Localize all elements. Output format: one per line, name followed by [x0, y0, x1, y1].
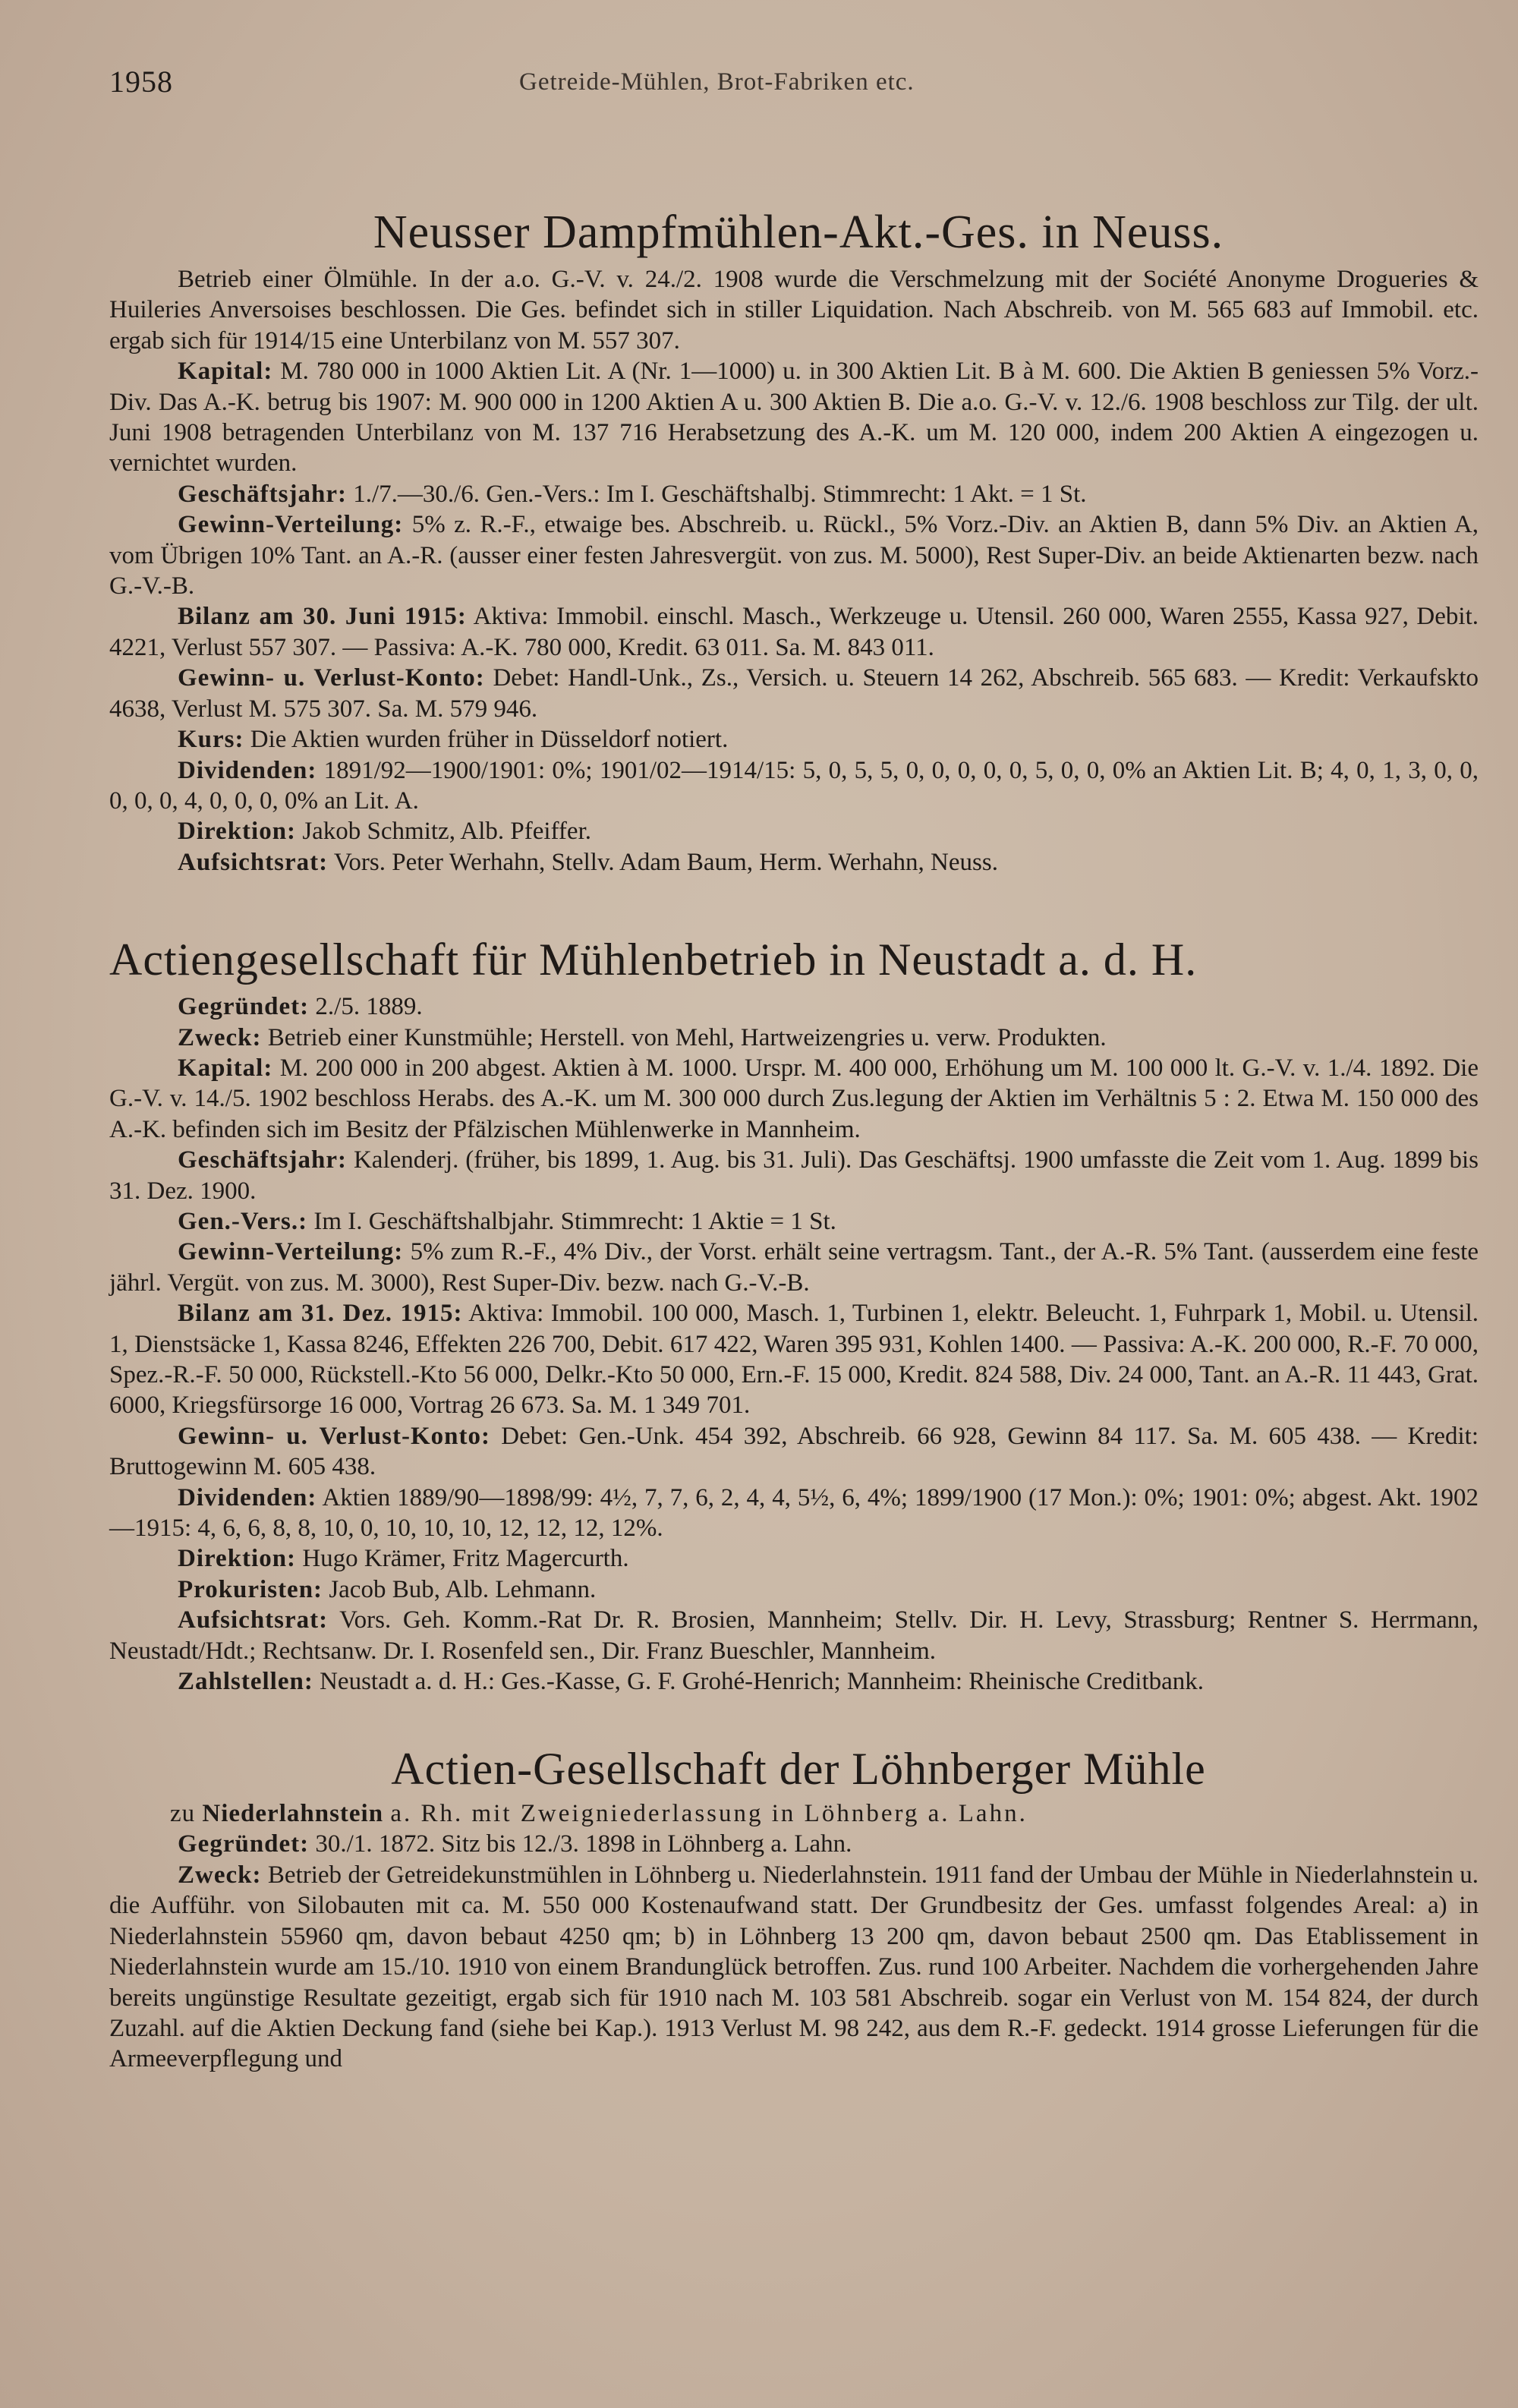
paragraph-text: Im I. Geschäftshalbjahr. Stimmrecht: 1 Aktie = 1 St.	[313, 1207, 836, 1235]
paragraph-text: Betrieb einer Ölmühle. In der a.o. G.-V. v. 24./2. 1908 wurde die Verschmelzung mit der Société Anonyme Drogueries & Huileries Anversoises beschlossen. Die Ges. befindet sich in stiller Liquidation. Nach Abschreib. von M. 565 683 auf Immobil. etc. ergab sich für 1914/15 eine Unterbilanz von M. 557 307.	[109, 266, 1479, 355]
paragraph-label: Prokuristen:	[178, 1575, 323, 1603]
paragraph-text: 1./7.—30./6. Gen.-Vers.: Im I. Geschäftshalbj. Stimmrecht: 1 Akt. = 1 St.	[353, 480, 1087, 508]
company-title: Neusser Dampfmühlen-Akt.-Ges. in Neuss.	[373, 206, 1224, 258]
paragraph-text: 2./5. 1889.	[315, 993, 423, 1021]
paragraph-text: Die Aktien wurden früher in Düsseldorf notiert.	[250, 726, 729, 754]
paragraph	[109, 1237, 1479, 1298]
paragraph	[109, 1829, 1479, 1859]
company-section-neustadt	[109, 931, 1488, 1697]
paragraph-text: 1891/92—1900/1901: 0%; 1901/02—1914/15: 5, 0, 5, 5, 0, 0, 0, 0, 0, 5, 0, 0, 0% an Aktien Lit. B; 4, 0, 1, 3, 0, 0, 0, 0, 0, 4, 0, 0, 0, 0% an Lit. A.	[109, 756, 1479, 815]
paragraph	[109, 991, 1479, 1022]
paragraph-label: Gen.-Vers.:	[178, 1207, 308, 1235]
paragraph-label: Gegründet:	[178, 993, 310, 1021]
paragraph-text: Aktien 1889/90—1898/99: 4½, 7, 7, 6, 2, 4, 4, 5½, 6, 4%; 1899/1900 (17 Mon.): 0%; 1901: 0%; abgest. Akt. 1902—1915: 4, 6, 6, 8, 8, 10, 0, 10, 10, 10, 12, 12, 12, 12%.	[109, 1483, 1479, 1543]
paragraph	[109, 264, 1479, 356]
paragraph-text: Neustadt a. d. H.: Ges.-Kasse, G. F. Grohé-Henrich; Mannheim: Rheinische Creditbank.	[320, 1668, 1205, 1696]
paragraph	[109, 663, 1479, 724]
paragraph-label: Bilanz am 31. Dez. 1915:	[178, 1300, 463, 1328]
paragraph-label: Aufsichtsrat:	[178, 1606, 329, 1634]
paragraph-text: Kalenderj. (früher, bis 1899, 1. Aug. bis 31. Juli). Das Geschäftsj. 1900 umfasste die Zeit vom 1. Aug. 1899 bis 31. Dez. 1900.	[109, 1146, 1479, 1205]
paragraph-label: Direktion:	[178, 1545, 297, 1573]
paragraph	[109, 509, 1479, 601]
paragraph-text: 30./1. 1872. Sitz bis 12./3. 1898 in Löhnberg a. Lahn.	[315, 1830, 852, 1858]
paragraph	[109, 601, 1479, 663]
paragraph-label: Aufsichtsrat:	[178, 848, 329, 876]
paragraph-text: M. 200 000 in 200 abgest. Aktien à M. 1000. Urspr. M. 400 000, Erhöhung um M. 100 000 lt. G.-V. v. 1./4. 1892. Die G.-V. v. 14./5. 1902 beschloss Herabs. des A.-K. um M. 300 000 durch Zus.legung der Aktien im Verhältnis 5 : 2. Etwa M. 150 000 des A.-K. befinden sich im Besitz der Pfälzischen Mühlenwerke in Mannheim.	[109, 1054, 1479, 1143]
paragraph-label: Kapital:	[178, 358, 273, 386]
paragraph-text: Debet: Gen.-Unk. 454 392, Abschreib. 66 928, Gewinn 84 117. Sa. M. 605 438. — Kredit: Bruttogewinn M. 605 438.	[109, 1422, 1479, 1481]
paragraph-label: Dividenden:	[178, 756, 317, 784]
paragraph-label: Geschäftsjahr:	[178, 1146, 347, 1174]
paragraph-text: Aktiva: Immobil. einschl. Masch., Werkzeuge u. Utensil. 260 000, Waren 2555, Kassa 927, Debit. 4221, Verlust 557 307. — Passiva: A.-K. 780 000, Kredit. 63 011. Sa. M. 843 011.	[109, 603, 1479, 661]
paragraph-label: Geschäftsjahr:	[178, 480, 347, 508]
paragraph-text: Jacob Bub, Alb. Lehmann.	[329, 1575, 597, 1603]
paragraph	[109, 847, 1479, 878]
paragraph	[109, 755, 1479, 817]
paragraph-text: Debet: Handl-Unk., Zs., Versich. u. Steuern 14 262, Abschreib. 565 683. — Kredit: Verkaufskto 4638, Verlust M. 575 307. Sa. M. 579 946.	[109, 664, 1479, 723]
paragraph-label: Kapital:	[178, 1054, 273, 1082]
paragraph-text: Jakob Schmitz, Alb. Pfeiffer.	[302, 818, 591, 846]
paragraph	[109, 1543, 1479, 1574]
paragraph	[109, 1206, 1479, 1237]
company-title: Actien-Gesellschaft der Löhnberger Mühle	[391, 1744, 1206, 1795]
company-title: Actiengesellschaft für Mühlenbetrieb in Neustadt a. d. H.	[109, 935, 1198, 985]
paragraph-text: Betrieb der Getreidekunstmühlen in Löhnberg u. Niederlahnstein. 1911 fand der Umbau der Mühle in Niederlahnstein u. die Aufführ. von Silobauten mit ca. M. 550 000 Kostenaufwand statt. Der Grundbesitz der Ges. umfasst folgendes Areal: a) in Niederlahnstein 55960 qm, davon bebaut 4250 qm; b) in Löhnberg 13 200 qm, davon bebaut 2500 qm. Das Etablissement in Niederlahnstein wurde am 15./10. 1910 von einem Brandunglück betroffen. Zus. rund 100 Arbeiter. Nachdem die vorhergehenden Jahre bereits ungünstige Resultate gezeitigt, ergab sich für 1910 nach M. 103 581 Abschreib. sogar ein Verlust von M. 154 824, der durch Zuzahl. auf die Aktien Deckung fand (siehe bei Kap.). 1913 Verlust M. 98 242, aus dem R.-F. gedeckt. 1914 grosse Lieferungen für die Armeeverpflegung und	[109, 1861, 1479, 2073]
paragraph	[109, 356, 1479, 479]
paragraph	[109, 1145, 1479, 1206]
paragraph-label: Gewinn-Verteilung:	[178, 511, 404, 539]
paragraph	[109, 1860, 1479, 2075]
company-section-neuss	[109, 202, 1488, 878]
paragraph	[109, 1574, 1479, 1605]
paragraph-label: Bilanz am 30. Juni 1915:	[178, 603, 467, 631]
paragraph-text: 5% zum R.-F., 4% Div., der Vorst. erhält seine vertragsm. Tant., der A.-R. 5% Tant. (ausserdem eine feste jährl. Vergüt. von zus. M. 3000), Rest Super-Div. bezw. nach G.-V.-B.	[109, 1238, 1479, 1297]
paragraph-label: Zahlstellen:	[178, 1668, 313, 1696]
company-subtitle	[170, 1798, 1488, 1829]
paragraph-label: Gewinn- u. Verlust-Konto:	[178, 1422, 490, 1450]
paragraph-label: Zweck:	[178, 1023, 262, 1051]
subtitle-place: Niederlahnstein	[202, 1800, 384, 1828]
paragraph-text: Vors. Geh. Komm.-Rat Dr. R. Brosien, Mannheim; Stellv. Dir. H. Levy, Strassburg; Rentner S. Herrmann, Neustadt/Hdt.; Rechtsanw. Dr. I. Rosenfeld sen., Dir. Franz Bueschler, Mannheim.	[109, 1606, 1479, 1665]
paragraph-text: Betrieb einer Kunstmühle; Herstell. von Mehl, Hartweizengries u. verw. Produkten.	[267, 1023, 1107, 1051]
paragraph-text: Vors. Peter Werhahn, Stellv. Adam Baum, Herm. Werhahn, Neuss.	[333, 848, 998, 876]
paragraph	[109, 1023, 1479, 1053]
paragraph-text: M. 780 000 in 1000 Aktien Lit. A (Nr. 1—1000) u. in 300 Aktien Lit. B à M. 600. Die Aktien B geniessen 5% Vorz.-Div. Das A.-K. betrug bis 1907: M. 900 000 in 1200 Aktien A u. 300 Aktien B. Die a.o. G.-V. v. 12./6. 1908 beschloss zur Tilg. der ult. Juni 1908 betragenden Unterbilanz von M. 137 716 Herabsetzung des A.-K. um M. 120 000, indem 200 Aktien A eingezogen u. vernichtet wurden.	[109, 358, 1479, 478]
paragraph	[109, 1298, 1479, 1421]
paragraph	[109, 1421, 1479, 1483]
paragraph	[109, 816, 1479, 846]
paragraph-label: Zweck:	[178, 1861, 262, 1889]
paragraph	[109, 1053, 1479, 1145]
paragraph-text: Hugo Krämer, Fritz Magercurth.	[302, 1545, 629, 1573]
paragraph	[109, 1483, 1479, 1544]
paragraph	[109, 1666, 1479, 1697]
subtitle-rest: a. Rh. mit Zweigniederlassung in Löhnberg a. Lahn.	[390, 1800, 1028, 1828]
paragraph	[109, 724, 1479, 755]
subtitle-prefix: zu	[170, 1800, 196, 1828]
paragraph-label: Direktion:	[178, 818, 297, 846]
page-number: 1958	[109, 65, 173, 99]
paragraph-text: 5% z. R.-F., etwaige bes. Abschreib. u. Rückl., 5% Vorz.-Div. an Aktien B, dann 5% Div. an Aktien A, vom Übrigen 10% Tant. an A.-R. (ausser einer festen Jahresvergüt. von zus. M. 5000), Rest Super-Div. an beide Aktienarten bezw. nach G.-V.-B.	[109, 511, 1479, 600]
paragraph-text: Aktiva: Immobil. 100 000, Masch. 1, Turbinen 1, elektr. Beleucht. 1, Fuhrpark 1, Mobil. u. Utensil. 1, Dienstsäcke 1, Kassa 8246, Effekten 226 700, Debit. 617 422, Waren 395 931, Kohlen 1400. — Passiva: A.-K. 200 000, R.-F. 70 000, Spez.-R.-F. 50 000, Rückstell.-Kto 56 000, Delkr.-Kto 50 000, Ern.-F. 15 000, Kredit. 824 588, Div. 24 000, Tant. an A.-R. 11 443, Grat. 6000, Kriegsfürsorge 16 000, Vortrag 26 673. Sa. M. 1 349 701.	[109, 1300, 1479, 1420]
paragraph	[109, 1605, 1479, 1666]
paragraph-label: Gewinn- u. Verlust-Konto:	[178, 664, 485, 692]
running-header	[109, 61, 1488, 114]
company-section-loehnberg	[109, 1739, 1488, 2074]
paragraph-label: Gewinn-Verteilung:	[178, 1238, 404, 1266]
paragraph-label: Dividenden:	[178, 1483, 317, 1511]
running-title: Getreide-Mühlen, Brot-Fabriken etc.	[519, 68, 915, 96]
paragraph-label: Gegründet:	[178, 1830, 310, 1858]
paragraph-label: Kurs:	[178, 726, 244, 754]
paragraph	[109, 479, 1479, 509]
